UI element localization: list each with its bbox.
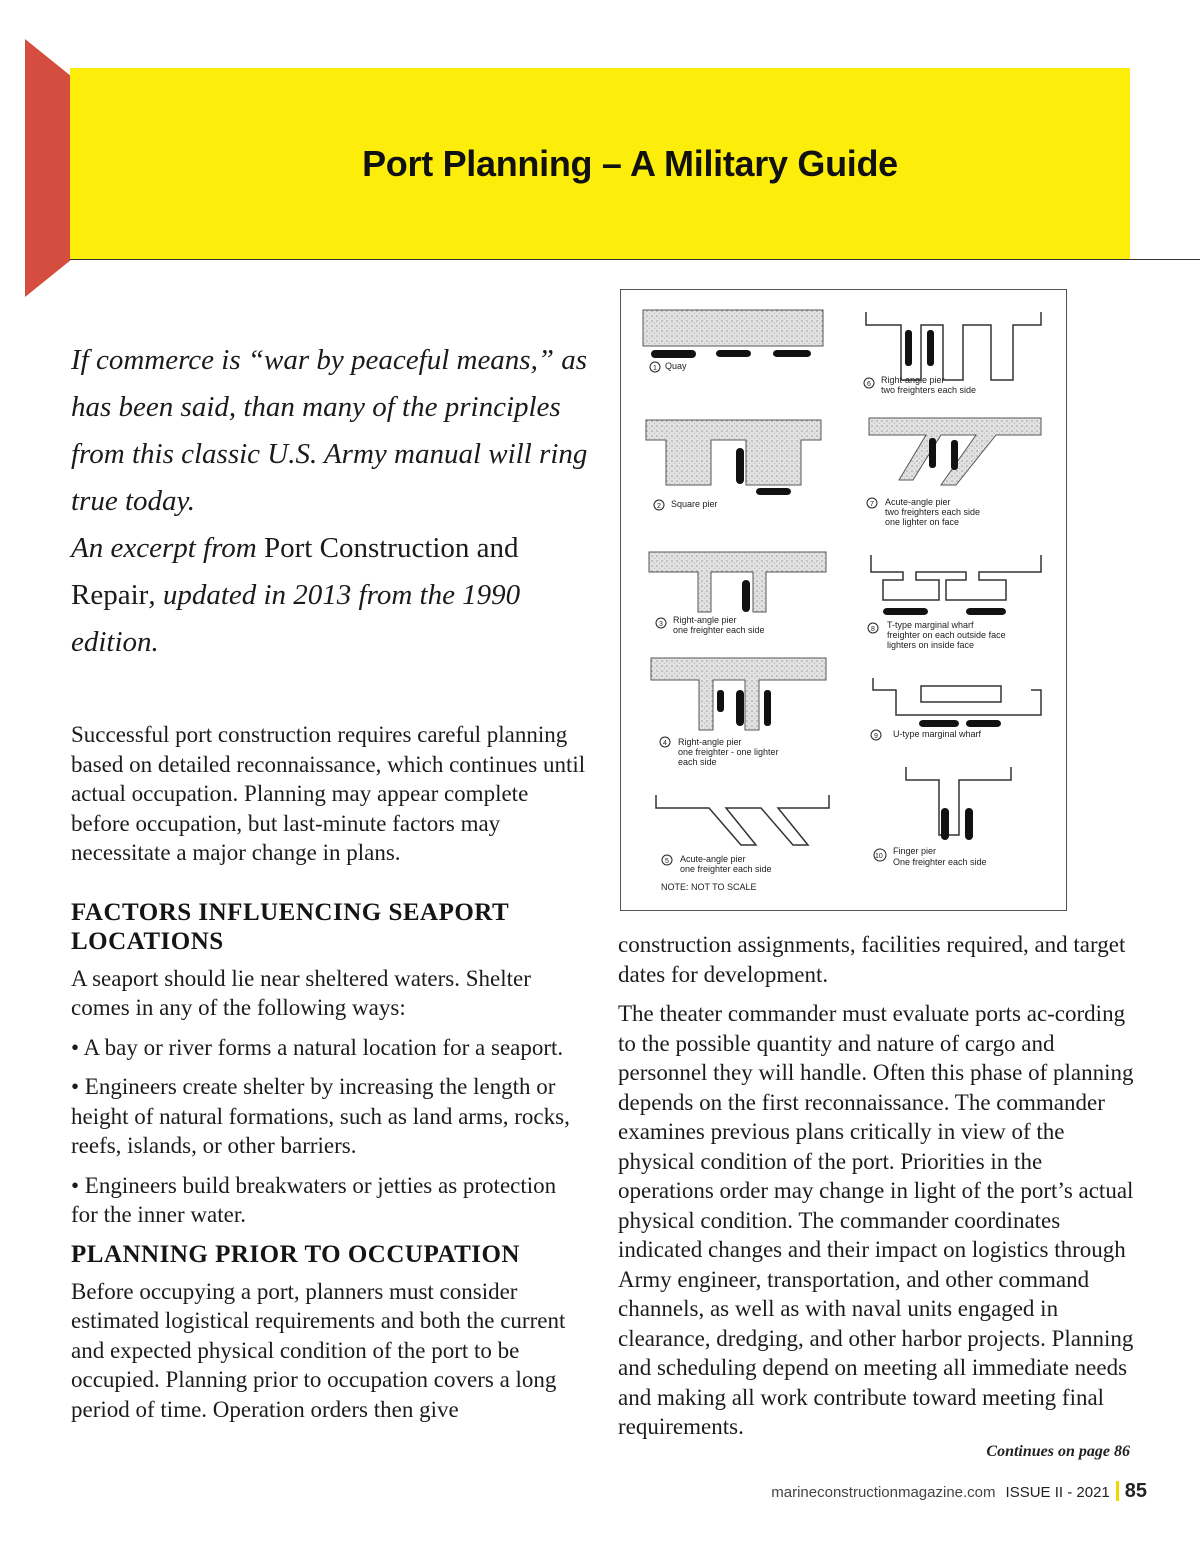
intro-book-title: Port Construction and Repair bbox=[71, 532, 519, 611]
pier-types-figure bbox=[620, 289, 1067, 911]
lighter-1 bbox=[929, 438, 936, 468]
bullet-item: • Engineers create shelter by increasing the length or height of natural formations, such as land arms, rocks, reefs, islands, or other barriers. bbox=[71, 1074, 570, 1158]
label-line: Right-angle pier bbox=[881, 375, 945, 385]
freighter-5 bbox=[756, 488, 791, 495]
freighter-9 bbox=[764, 690, 771, 726]
freighter-10 bbox=[905, 330, 912, 366]
label-line: one lighter on face bbox=[885, 517, 960, 527]
body-paragraph: construction assignments, facilities required, and target dates for development. bbox=[618, 932, 1126, 987]
body-paragraph: The theater commander must evaluate ports ac-cording to the possible quantity and nature of cargo and personnel they will handle. Often this phase of planning depends on the first reconnaissance. The commander examines previous plans critically in view of the physical condition of the port. Priorities in the operations order may change in light of the port’s actual physical condition. The commander coordinates indicated changes and their impact on logistics through Army engineer, transportation, and other command channels, as well as with naval units engaged in clearance, dredging, and other harbor projects. Planning and scheduling depend on meeting all immediate needs and making all work contribute toward meeting final requirements. bbox=[618, 1001, 1134, 1439]
footer-issue: ISSUE II - 2021 bbox=[1005, 1484, 1110, 1501]
u-type-wharf-outline bbox=[873, 678, 1041, 715]
label-line: each side bbox=[678, 757, 717, 767]
freighter-16 bbox=[941, 808, 949, 840]
diagram-label-4 bbox=[660, 737, 779, 767]
freighter-4 bbox=[736, 448, 744, 484]
label-line: one freighter each side bbox=[680, 864, 772, 874]
page-footer bbox=[700, 1480, 1147, 1503]
label-line: Acute-angle pier bbox=[680, 854, 746, 864]
bullet-item: • A bay or river forms a natural location for a seaport. bbox=[71, 1034, 564, 1060]
label-line: Right-angle pier bbox=[673, 615, 737, 625]
freighter-3 bbox=[773, 350, 811, 357]
body-paragraph: Successful port construction requires careful planning based on detailed reconnaissance, which continues until actual occupation. Planning may appear complete before occupation, but last-minute factors may necessitate a major change in plans. bbox=[71, 722, 586, 865]
page-title: Port Planning – A Military Guide bbox=[362, 143, 898, 184]
freighter-2 bbox=[716, 350, 751, 357]
body-paragraph: A seaport should lie near sheltered waters. Shelter comes in any of the following ways: bbox=[71, 965, 531, 1020]
diagram-label-7 bbox=[867, 497, 980, 527]
freighter-12 bbox=[883, 608, 928, 615]
right-angle-pier-2-outline bbox=[866, 312, 1041, 380]
freighter-6 bbox=[742, 580, 750, 612]
bullet-item: • Engineers build breakwaters or jetties as protection for the inner water. bbox=[71, 1172, 557, 1227]
diagram-label-10 bbox=[874, 846, 987, 867]
diagram-label-2 bbox=[654, 499, 718, 510]
page-number: 85 bbox=[1124, 1480, 1147, 1502]
label-line: Square pier bbox=[671, 499, 718, 509]
label-line: freighter on each outside face bbox=[887, 630, 1006, 640]
diagram-label-1 bbox=[650, 361, 687, 372]
finger-pier-outline bbox=[906, 767, 1011, 835]
label-line: U-type marginal wharf bbox=[893, 729, 982, 739]
label-line: Quay bbox=[665, 361, 687, 371]
u-type-inner-slip bbox=[921, 686, 1001, 702]
label-num: 5 bbox=[665, 858, 669, 865]
label-num: 4 bbox=[663, 740, 667, 747]
label-num: 9 bbox=[874, 733, 878, 740]
intro-excerpt-lead: An excerpt from bbox=[71, 532, 257, 564]
freighter-11 bbox=[927, 330, 934, 366]
label-line: one freighter - one lighter bbox=[678, 747, 779, 757]
label-num: 8 bbox=[871, 626, 875, 633]
diagram-label-8 bbox=[868, 620, 1006, 650]
label-num: 3 bbox=[659, 621, 663, 628]
right-column bbox=[618, 930, 1143, 1452]
right-angle-pier-land bbox=[649, 552, 826, 612]
label-num: 6 bbox=[867, 381, 871, 388]
label-line: one freighter each side bbox=[673, 625, 765, 635]
label-line: lighters on inside face bbox=[887, 640, 975, 650]
label-num: 2 bbox=[657, 503, 661, 510]
label-line: Finger pier bbox=[893, 846, 937, 856]
label-line: Right-angle pier bbox=[678, 737, 742, 747]
label-line: T-type marginal wharf bbox=[887, 620, 974, 630]
quay-land bbox=[643, 310, 823, 346]
freighter-7 bbox=[717, 690, 724, 712]
label-num: 1 bbox=[653, 365, 657, 372]
intro-edition-note: , updated in 2013 from the 1990 edition. bbox=[71, 579, 521, 658]
pier-diagram bbox=[621, 290, 1066, 910]
t-type-wharf-outline bbox=[871, 555, 1041, 600]
freighter-13 bbox=[966, 608, 1006, 615]
footer-site: marineconstructionmagazine.com bbox=[771, 1484, 996, 1501]
diagram-label-3 bbox=[656, 615, 765, 635]
label-line: One freighter each side bbox=[893, 857, 987, 867]
diagram-label-9 bbox=[871, 729, 982, 740]
intro-pullquote bbox=[71, 337, 591, 666]
body-paragraph: Before occupying a port, planners must consider estimated logistical requirements and both the current and expected physical condition of the port to be occupied. Planning prior to occupation covers a long period of time. Operation orders then give bbox=[71, 1278, 566, 1422]
section-heading: FACTORS INFLUENCING SEAPORT LOCATIONS bbox=[71, 898, 509, 955]
label-line: two freighters each side bbox=[885, 507, 981, 517]
label-line: two freighters each side bbox=[881, 385, 977, 395]
label-line: Acute-angle pier bbox=[885, 497, 951, 507]
lighter-2 bbox=[951, 440, 958, 470]
freighter-1 bbox=[651, 350, 696, 358]
label-num: 10 bbox=[875, 853, 883, 860]
freighter-15 bbox=[966, 720, 1001, 727]
footer-divider bbox=[1116, 1481, 1119, 1501]
continues-note: Continues on page 86 bbox=[986, 1443, 1130, 1460]
acute-angle-pier-outline bbox=[656, 795, 829, 845]
intro-text: If commerce is “war by peaceful means,” as has been said, than many of the principles from this classic U.S. Army manual will ring true today. bbox=[71, 344, 588, 517]
left-column bbox=[71, 720, 586, 1434]
banner-divider bbox=[70, 259, 1200, 260]
square-pier-land bbox=[646, 420, 821, 485]
freighter-8 bbox=[736, 690, 744, 726]
diagram-label-6 bbox=[864, 375, 976, 395]
freighter-14 bbox=[919, 720, 959, 727]
diagram-label-5 bbox=[662, 854, 772, 874]
label-num: 7 bbox=[870, 501, 874, 508]
section-heading: PLANNING PRIOR TO OCCUPATION bbox=[71, 1240, 520, 1268]
freighter-17 bbox=[965, 808, 973, 840]
not-to-scale-note: NOTE: NOT TO SCALE bbox=[661, 882, 757, 892]
